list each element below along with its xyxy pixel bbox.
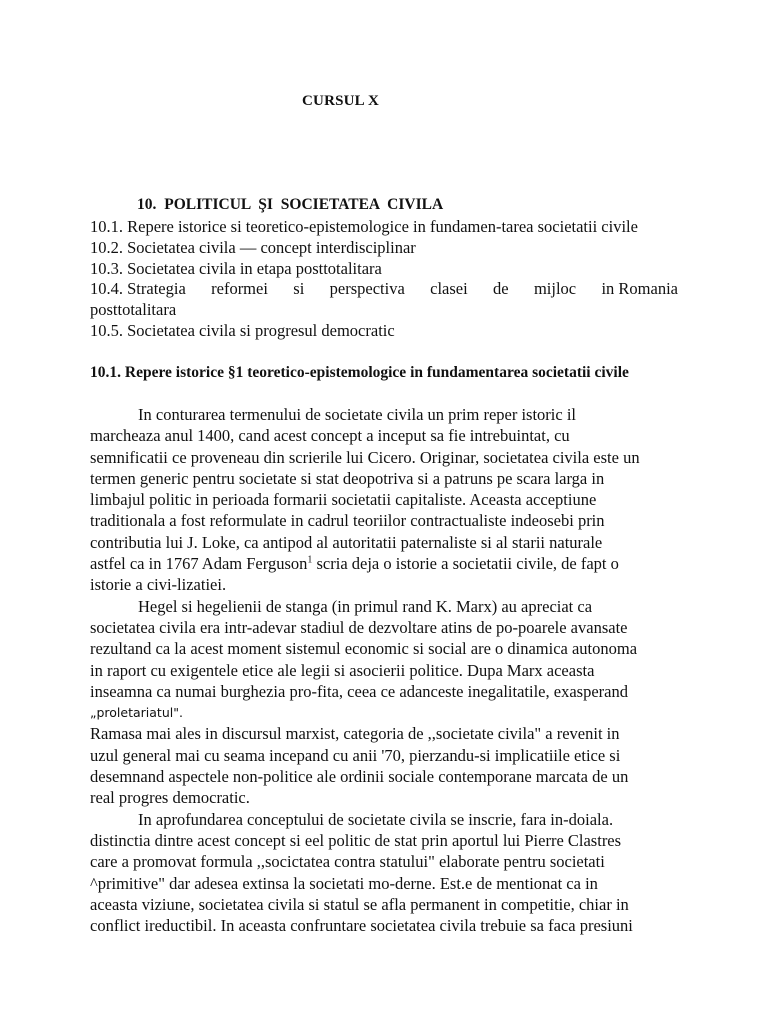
toc-item-justified <box>90 279 678 300</box>
text-line: termen generic pentru societate si stat deopotriva si a patruns pe scara larga in <box>90 468 605 488</box>
toc-item: 10.5. Societatea civila si progresul democratic <box>90 320 395 340</box>
text-line: „proletariatul". <box>90 705 183 721</box>
toc-word: si <box>293 279 305 299</box>
text-line: aceasta viziune, societatea civila si statul se afla permanent in competitie, chiar in <box>90 894 629 914</box>
text-line: real progres democratic. <box>90 788 250 808</box>
text-line: Hegel si hegelienii de stanga (in primul rand K. Marx) au apreciat ca <box>138 596 593 616</box>
text-line: traditionala a fost reformulate in cadrul teoriilor contractualiste indeosebi prin <box>90 511 605 531</box>
text-line: Ramasa mai ales in discursul marxist, categoria de ,,societate civila" a revenit in <box>90 724 620 744</box>
toc-word: reformei <box>211 279 268 299</box>
text-line: in raport cu exigentele etice ale legii si asocierii politice. Dupa Marx aceasta <box>90 660 595 680</box>
toc-item: 10.1. Repere istorice si teoretico-epistemologice in fundamen-tarea societatii civile <box>90 217 638 236</box>
text-line: desemnand aspectele non-politice ale ordinii sociale contemporane marcata de un <box>90 767 629 787</box>
toc-item-continuation: posttotalitara <box>90 300 177 320</box>
text-line: uzul general mai cu seama incepand cu anii '70, pierzandu-si implicatiile etice si <box>90 745 621 765</box>
toc-word: 10.4. Strategia <box>90 279 186 299</box>
text-line: rezultand ca la acest moment sistemul economic si social are o dinamica autonoma <box>90 639 638 659</box>
text-line: conflict ireductibil. In aceasta confruntare societatea civila trebuie sa faca presiuni <box>90 916 633 936</box>
page-title: CURSUL X <box>302 93 380 109</box>
text-line: In conturarea termenului de societate civila un prim reper istoric il <box>138 405 576 424</box>
footnote-marker: 1 <box>307 554 313 566</box>
table-of-contents <box>90 217 678 342</box>
text-line: contributia lui J. Loke, ca antipod al autoritatii paternaliste si al starii naturale <box>90 532 603 552</box>
toc-word: mijloc <box>533 279 577 299</box>
toc-word: perspectiva <box>329 279 405 299</box>
toc-word: de <box>493 279 509 299</box>
text-line: care a promovat formula ,,socictatea contra statului" elaborate pentru societati <box>90 852 605 872</box>
toc-word: in Romania <box>601 279 678 299</box>
toc-item: 10.3. Societatea civila in etapa posttotalitara <box>90 258 382 278</box>
text-line: limbajul politic in perioada formarii societatii capitaliste. Aceasta acceptiune <box>90 490 597 510</box>
toc-word: clasei <box>430 279 468 299</box>
text-line: distinctia dintre acest concept si eel politic de stat prin aportul lui Pierre Clastres <box>90 830 622 850</box>
text-fragment: astfel ca in 1767 Adam Ferguson <box>90 554 308 574</box>
text-line: inseamna ca numai burghezia pro-fita, ceea ce adanceste inegalitatile, exasperand <box>90 681 628 701</box>
toc-item: 10.2. Societatea civila — concept interdisciplinar <box>90 237 416 257</box>
text-line: istorie a civi-lizatiei. <box>90 575 227 595</box>
text-line: In aprofundarea conceptului de societate civila se inscrie, fara in-doiala. <box>138 809 614 829</box>
text-line <box>90 553 680 574</box>
text-line: societatea civila era intr-adevar stadiul de dezvoltare atins de po-poarele avansate <box>90 617 628 637</box>
text-line: semnificatii ce proveneau din scrierile lui Cicero. Originar, societatea civila este un <box>90 447 640 467</box>
section-heading: 10.1. Repere istorice §1 teoretico-epistemologice in fundamentarea societatii civile <box>90 364 629 381</box>
chapter-heading: 10. POLITICUL ŞI SOCIETATEA CIVILA <box>137 196 444 213</box>
text-fragment: scria deja o istorie a societatii civile, de fapt o <box>312 554 619 574</box>
text-line: marcheaza anul 1400, cand acest concept a inceput sa fie intrebuintat, cu <box>90 426 570 446</box>
text-line: ^primitive" dar adesea extinsa la societati mo-derne. Est.e de mentionat ca in <box>90 873 598 893</box>
body-text <box>90 404 680 936</box>
